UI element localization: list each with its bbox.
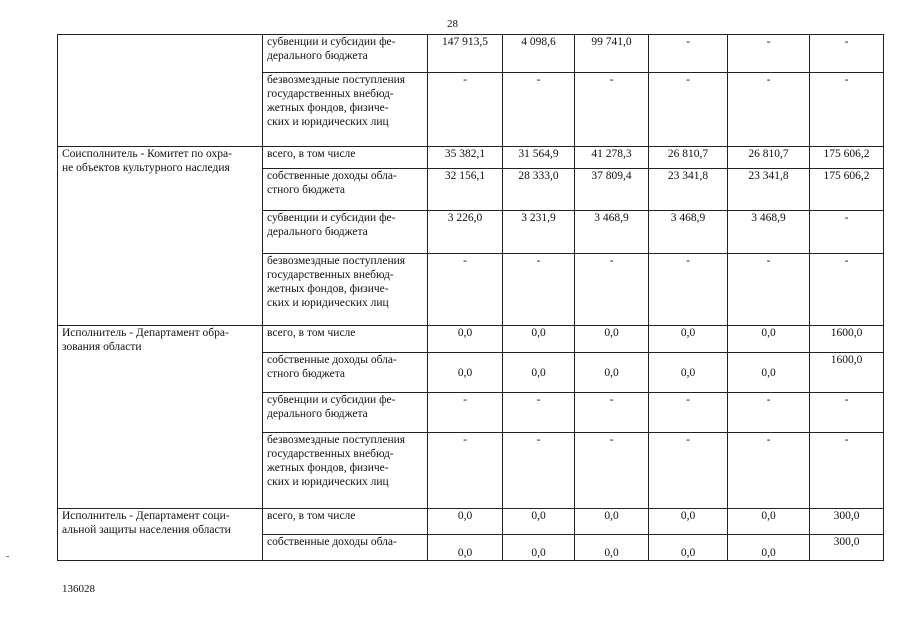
funding-source-cell: безвозмездные поступления государственных внебюд- жетных фондов, физиче- ских и юридических лиц bbox=[263, 254, 428, 326]
value-cell: 37 809,4 bbox=[575, 169, 649, 211]
value-cell: - bbox=[728, 35, 810, 73]
value-cell: - bbox=[503, 73, 575, 147]
value-cell: - bbox=[810, 254, 884, 326]
value-cell: 4 098,6 bbox=[503, 35, 575, 73]
value-cell: - bbox=[649, 73, 728, 147]
value-cell: 0,0 bbox=[503, 326, 575, 353]
value-cell: 3 468,9 bbox=[728, 211, 810, 254]
funding-source-cell: безвозмездные поступления государственных внебюд- жетных фондов, физиче- ских и юридических лиц bbox=[263, 433, 428, 509]
value-cell: - bbox=[728, 433, 810, 509]
value-cell: 0,0 bbox=[575, 509, 649, 535]
funding-source-cell: безвозмездные поступления государственных внебюд- жетных фондов, физиче- ских и юридических лиц bbox=[263, 73, 428, 147]
value-cell: 23 341,8 bbox=[649, 169, 728, 211]
value-cell: - bbox=[649, 254, 728, 326]
funding-source-cell: всего, в том числе bbox=[263, 147, 428, 169]
value-cell: 147 913,5 bbox=[428, 35, 503, 73]
value-cell: - bbox=[728, 254, 810, 326]
value-cell: - bbox=[575, 433, 649, 509]
value-cell: - bbox=[810, 433, 884, 509]
value-cell: 32 156,1 bbox=[428, 169, 503, 211]
funding-source-cell: всего, в том числе bbox=[263, 509, 428, 535]
value-cell: - bbox=[649, 35, 728, 73]
value-cell: 1600,0 bbox=[810, 353, 884, 393]
value-cell: - bbox=[428, 393, 503, 433]
executor-cell: Исполнитель - Департамент обра- зования области bbox=[58, 326, 263, 509]
value-cell: 0,0 bbox=[503, 509, 575, 535]
value-cell: 0,0 bbox=[728, 509, 810, 535]
value-cell: 0,0 bbox=[503, 353, 575, 393]
funding-source-cell: всего, в том числе bbox=[263, 326, 428, 353]
funding-source-cell: субвенции и субсидии фе- дерального бюджета bbox=[263, 35, 428, 73]
value-cell: - bbox=[728, 393, 810, 433]
executor-cell: Соисполнитель - Комитет по охра- не объектов культурного наследия bbox=[58, 147, 263, 326]
value-cell: 0,0 bbox=[503, 535, 575, 561]
value-cell: 99 741,0 bbox=[575, 35, 649, 73]
funding-source-cell: собственные доходы обла- стного бюджета bbox=[263, 169, 428, 211]
value-cell: 35 382,1 bbox=[428, 147, 503, 169]
value-cell: - bbox=[503, 254, 575, 326]
executor-cell bbox=[58, 35, 263, 147]
executor-cell: Исполнитель - Департамент соци- альной защиты населения области bbox=[58, 509, 263, 561]
value-cell: 26 810,7 bbox=[728, 147, 810, 169]
funding-source-cell: собственные доходы обла- bbox=[263, 535, 428, 561]
value-cell: 28 333,0 bbox=[503, 169, 575, 211]
value-cell: 0,0 bbox=[575, 326, 649, 353]
funding-source-cell: субвенции и субсидии фе- дерального бюджета bbox=[263, 393, 428, 433]
value-cell: 0,0 bbox=[575, 353, 649, 393]
value-cell: 41 278,3 bbox=[575, 147, 649, 169]
value-cell: 3 468,9 bbox=[575, 211, 649, 254]
value-cell: 0,0 bbox=[649, 353, 728, 393]
funding-source-cell: субвенции и субсидии фе- дерального бюджета bbox=[263, 211, 428, 254]
value-cell: - bbox=[428, 254, 503, 326]
value-cell: - bbox=[428, 433, 503, 509]
value-cell: 1600,0 bbox=[810, 326, 884, 353]
value-cell: - bbox=[810, 393, 884, 433]
table-row bbox=[58, 326, 884, 353]
value-cell: - bbox=[649, 393, 728, 433]
value-cell: - bbox=[728, 73, 810, 147]
value-cell: - bbox=[575, 254, 649, 326]
value-cell: 3 231,9 bbox=[503, 211, 575, 254]
value-cell: - bbox=[649, 433, 728, 509]
value-cell: 0,0 bbox=[728, 326, 810, 353]
value-cell: 175 606,2 bbox=[810, 169, 884, 211]
value-cell: - bbox=[575, 393, 649, 433]
budget-table bbox=[57, 34, 884, 561]
value-cell: 3 226,0 bbox=[428, 211, 503, 254]
page-number: 28 bbox=[447, 18, 458, 30]
value-cell: - bbox=[503, 433, 575, 509]
funding-source-cell: собственные доходы обла- стного бюджета bbox=[263, 353, 428, 393]
value-cell: 0,0 bbox=[428, 509, 503, 535]
value-cell: 31 564,9 bbox=[503, 147, 575, 169]
value-cell: 26 810,7 bbox=[649, 147, 728, 169]
value-cell: 0,0 bbox=[728, 353, 810, 393]
document-code: 136028 bbox=[62, 583, 95, 595]
value-cell: 0,0 bbox=[649, 326, 728, 353]
table-row bbox=[58, 509, 884, 535]
value-cell: - bbox=[503, 393, 575, 433]
table-row bbox=[58, 35, 884, 73]
value-cell: 0,0 bbox=[575, 535, 649, 561]
value-cell: 175 606,2 bbox=[810, 147, 884, 169]
value-cell: 0,0 bbox=[649, 509, 728, 535]
value-cell: 0,0 bbox=[728, 535, 810, 561]
value-cell: - bbox=[575, 73, 649, 147]
value-cell: 0,0 bbox=[649, 535, 728, 561]
value-cell: 300,0 bbox=[810, 509, 884, 535]
value-cell: 300,0 bbox=[810, 535, 884, 561]
value-cell: 3 468,9 bbox=[649, 211, 728, 254]
value-cell: 0,0 bbox=[428, 326, 503, 353]
value-cell: - bbox=[428, 73, 503, 147]
value-cell: 23 341,8 bbox=[728, 169, 810, 211]
value-cell: 0,0 bbox=[428, 535, 503, 561]
value-cell: - bbox=[810, 73, 884, 147]
value-cell: 0,0 bbox=[428, 353, 503, 393]
table-row bbox=[58, 147, 884, 169]
value-cell: - bbox=[810, 35, 884, 73]
left-margin-mark: - bbox=[6, 551, 10, 562]
value-cell: - bbox=[810, 211, 884, 254]
